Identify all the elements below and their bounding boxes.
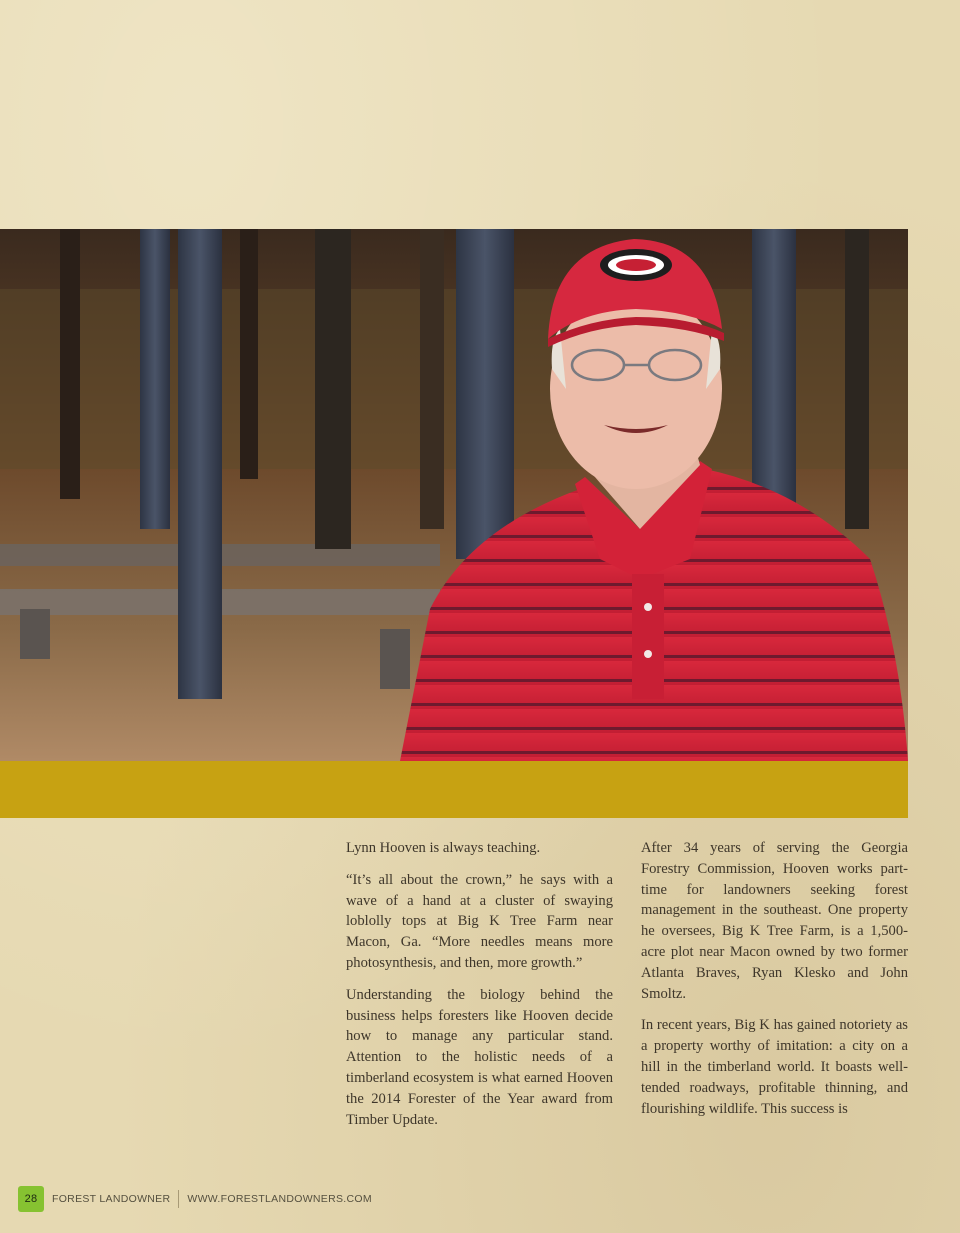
paragraph: After 34 years of serving the Georgia Forestry Commission, Hooven works part-time for landowners seeking forest management in the southeast. One property he oversees, Big K Tree Farm, is a 1,500-acre plot near Macon owned by two former Atlanta Braves, Ryan Klesko and John Smoltz.	[641, 840, 908, 1002]
portrait-image	[0, 229, 908, 761]
footer-divider	[178, 1190, 179, 1208]
page-footer	[18, 1186, 372, 1212]
website-link[interactable]: WWW.FORESTLANDOWNERS.COM	[187, 1193, 372, 1205]
article-photo	[0, 229, 908, 761]
paragraph: In recent years, Big K has gained notoriety as a property worthy of imitation: a city on a hill in the timberland world. It boasts well-tended roadways, profitable thinning, and flourishing wildlife. This success is	[641, 1017, 908, 1117]
article-column-right	[641, 838, 908, 1130]
publication-name: FOREST LANDOWNER	[52, 1193, 171, 1205]
gold-accent-band	[0, 761, 908, 818]
paragraph: Lynn Hooven is always teaching.	[346, 840, 541, 856]
paragraph: Understanding the biology behind the business helps foresters like Hooven decide how to manage any particular stand. Attention to the holistic needs of a timberland ecosystem is what earned Hooven the 2014 Forester of the Year award from Timber Update.	[346, 986, 613, 1128]
page-number-badge: 28	[18, 1186, 44, 1212]
article-column-left	[346, 838, 613, 1141]
paragraph: “It’s all about the crown,” he says with a wave of a hand at a cluster of swaying loblolly tops at Big K Tree Farm near Macon, Ga. “More needles means more photosynthesis, and then, more growth.”	[346, 871, 613, 971]
